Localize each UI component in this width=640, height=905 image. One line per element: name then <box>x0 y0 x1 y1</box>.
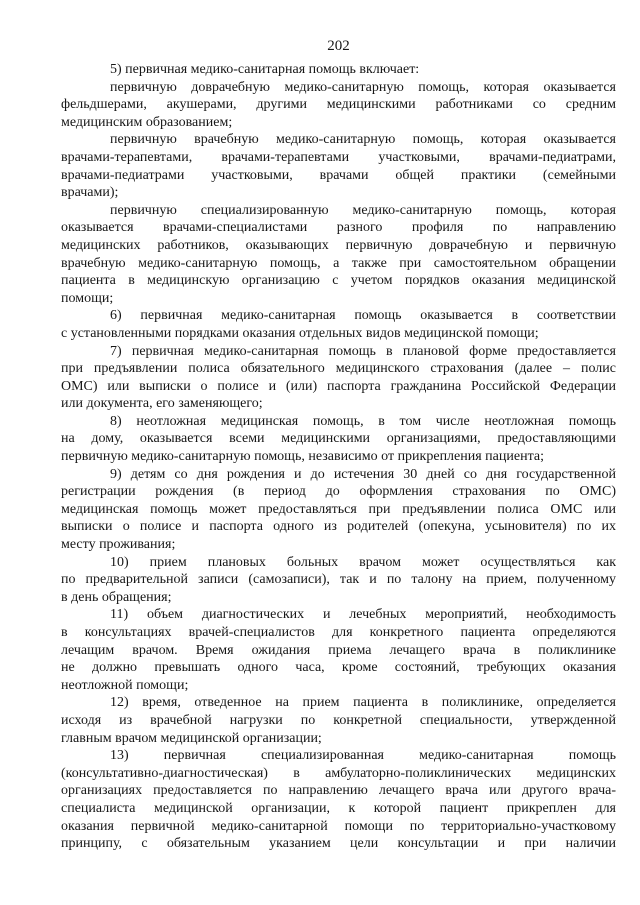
text-line: (консультативно-диагностическая) в амбулаторно-поликлинических медицинских <box>61 765 616 781</box>
text-line: неотложной помощи; <box>61 677 189 693</box>
text-line: или документа, его заменяющего; <box>61 396 263 412</box>
text-line: выписки о полисе и паспорта одного из родителей (опекуна, усыновителя) по их <box>61 519 616 535</box>
text-line: фельдшерами, акушерами, другими медицинскими работниками со средним <box>61 97 616 113</box>
text-line: пациента в медицинскую организацию с учетом порядков оказания медицинской <box>61 273 616 289</box>
text-line: исходя из врачебной нагрузки по конкретной специальности, утвержденной <box>61 712 616 728</box>
text-line: организациях предоставляется по направлению лечащего врача или другого врача- <box>61 783 616 799</box>
text-line: оказывается врачами-специалистами разного профиля по направлению <box>61 220 616 236</box>
text-line: врачами-педиатрами участковыми, врачами общей практики (семейными <box>61 167 616 183</box>
text-line: специалиста медицинской организации, к которой пациент прикреплен для <box>61 800 616 816</box>
text-line: не должно превышать одного часа, кроме состояний, требующих оказания <box>61 660 616 676</box>
text-line: 11) объем диагностических и лечебных мероприятий, необходимость <box>110 607 616 623</box>
document-body <box>61 61 616 853</box>
text-line: 10) прием плановых больных врачом может осуществляться как <box>110 554 616 570</box>
text-line: лечащим врачом. Время ожидания приема лечащего врача в поликлинике <box>61 642 616 658</box>
text-line: 13) первичная специализированная медико-санитарная помощь <box>110 748 616 764</box>
text-line: месту проживания; <box>61 537 176 553</box>
text-line: главным врачом медицинской организации; <box>61 730 322 746</box>
text-line: регистрации рождения (в период до оформления страхования по ОМС) <box>61 484 616 500</box>
text-line: с установленными порядками оказания отдельных видов медицинской помощи; <box>61 325 539 341</box>
text-line: 5) первичная медико-санитарная помощь включает: <box>110 62 420 77</box>
text-line: на дому, оказывается всеми медицинскими организациями, предоставляющими <box>61 431 616 447</box>
text-line: 9) детям со дня рождения и до истечения 30 дней со дня государственной <box>110 466 616 482</box>
text-line: ОМС) или выписки о полисе и (или) паспорта гражданина Российской Федерации <box>61 378 616 394</box>
text-line: врачебную медико-санитарную помощь, а также при самостоятельном обращении <box>61 255 616 271</box>
text-line: первичную специализированную медико-санитарную помощь, которая <box>110 202 616 218</box>
text-line: 8) неотложная медицинская помощь, в том числе неотложная помощь <box>110 413 616 429</box>
text-line: врачами-терапевтами, врачами-терапевтами участковыми, врачами-педиатрами, <box>61 149 616 165</box>
page-number: 202 <box>327 38 350 54</box>
text-line: при предъявлении полиса обязательного медицинского страхования (далее – полис <box>61 361 616 377</box>
text-line: первичную доврачебную медико-санитарную помощь, которая оказывается <box>110 79 616 95</box>
text-line: по предварительной записи (самозаписи), так и по талону на прием, полученному <box>61 572 616 588</box>
text-line: помощи; <box>61 290 114 306</box>
text-line: врачами); <box>61 185 119 201</box>
text-line: принципу, с обязательным указанием цели консультации и при наличии <box>61 836 616 852</box>
text-line: первичную медико-санитарную помощь, независимо от прикрепления пациента; <box>61 449 544 465</box>
text-line: 7) первичная медико-санитарная помощь в плановой форме предоставляется <box>110 343 616 359</box>
text-line: медицинским образованием; <box>61 114 233 130</box>
text-line: первичную врачебную медико-санитарную помощь, которая оказывается <box>110 132 616 148</box>
text-line: 6) первичная медико-санитарная помощь оказывается в соответствии <box>110 308 616 324</box>
text-line: оказания первичной медико-санитарной помощи по территориально-участковому <box>61 818 616 834</box>
text-line: 12) время, отведенное на прием пациента в поликлинике, определяется <box>110 695 616 711</box>
text-line: в консультациях врачей-специалистов для конкретного пациента определяются <box>61 625 616 640</box>
text-line: медицинская помощь может предоставляться при предъявлении полиса ОМС или <box>61 501 616 517</box>
text-line: медицинских работников, оказывающих первичную доврачебную и первичную <box>61 237 616 253</box>
text-line: в день обращения; <box>61 589 172 605</box>
